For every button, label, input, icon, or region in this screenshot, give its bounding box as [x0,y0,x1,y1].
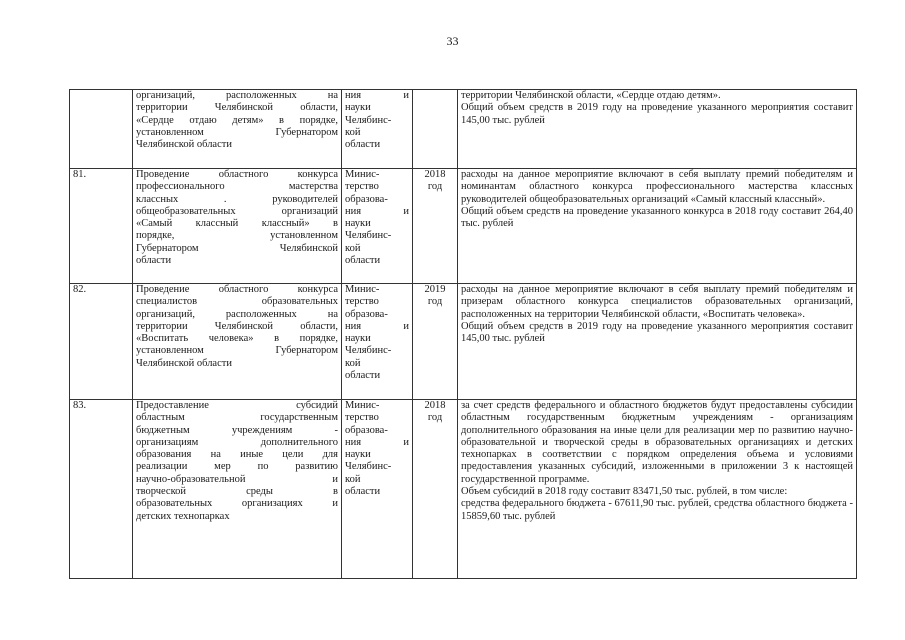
executor: ния и науки Челябинс- кой области [342,90,413,169]
period [413,90,458,169]
table-row [70,284,857,400]
table-row [70,90,857,169]
activity-description: за счет средств федерального и областного бюджетов будут предоставлены субсидии областным государственным бюджетным учреждениям - организациям дополнительного образования на иные цели для реализации мер по развитию научно-образовательной и творческой среды в образовательных организациях и детских технопарках в соответствии с порядком определения объема и условиями предоставления указанных субсидий, изложенными в приложении 3 к настоящей государственной программе. Объем субсидий в 2018 году составит 83471,50 тыс. рублей, в том числе: средства федерального бюджета - 67611,90 тыс. рублей, средства областного бюджета - 15859,60 тыс. рублей [458,400,857,579]
executor: Минис- терство образова- ния и науки Челябинс- кой области [342,400,413,579]
activity-name: Проведение областного конкурса специалистов образовательных организаций, расположенных на территории Челябинской области, «Воспитать человека» в порядке, установленном Губернатором Челябинской области [133,284,342,400]
page-number: 33 [446,34,459,48]
executor: Минис- терство образова- ния и науки Челябинс- кой области [342,284,413,400]
activity-name: организаций, расположенных на территории Челябинской области, «Сердце отдаю детям» в порядке, установленном Губернатором Челябинской области [133,90,342,169]
table-row [70,400,857,579]
program-activities-table [69,89,857,579]
executor: Минис- терство образова- ния и науки Челябинс- кой области [342,169,413,284]
activity-name: Проведение областного конкурса профессионального мастерства классных . руководителей общеобразовательных организаций «Самый классный классный» в порядке, установленном Губернатором Челябинской области [133,169,342,284]
activity-description: территории Челябинской области, «Сердце отдаю детям». Общий объем средств в 2019 году на проведение указанного мероприятия составит 145,00 тыс. рублей [458,90,857,169]
activity-description: расходы на данное мероприятие включают в себя выплату премий победителям и призерам областного конкурса специалистов образовательных организаций, расположенных на территории Челябинской области, «Воспитать человека». Общий объем средств в 2019 году на проведение указанного мероприятия составит 145,00 тыс. рублей [458,284,857,400]
activity-name: Предоставление субсидий областным государственным бюджетным учреждениям - организациям дополнительного образования на иные цели для реализации мер по развитию научно-образовательной и творческой среды в образовательных организациях и детских технопарках [133,400,342,579]
period: 2019 год [413,284,458,400]
period: 2018 год [413,400,458,579]
row-number [70,90,133,169]
table-row [70,169,857,284]
activity-description: расходы на данное мероприятие включают в себя выплату премий победителям и номинантам областного конкурса профессионального мастерства классных руководителей общеобразовательных организаций «Самый классный классный». Общий объем средств на проведение указанного конкурса в 2018 году составит 264,40 тыс. рублей [458,169,857,284]
row-number: 82. [70,284,133,400]
row-number: 83. [70,400,133,579]
row-number: 81. [70,169,133,284]
period: 2018 год [413,169,458,284]
